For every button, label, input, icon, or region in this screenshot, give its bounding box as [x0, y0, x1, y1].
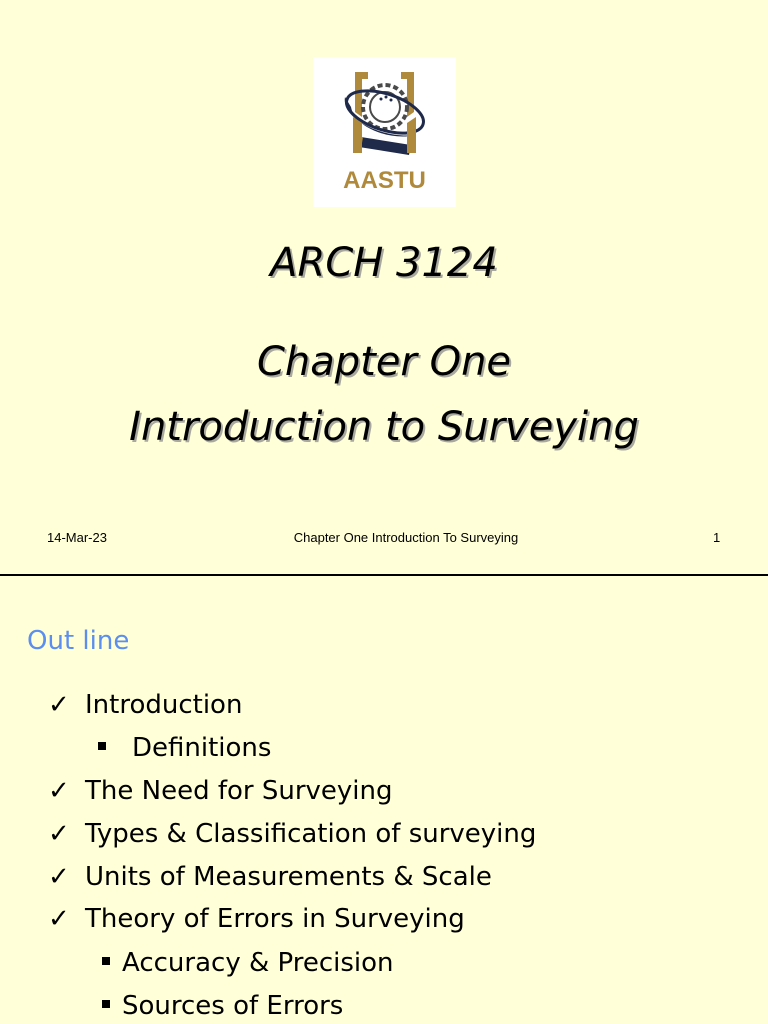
checkmark-icon: ✓ [48, 819, 70, 849]
list-item [48, 821, 536, 847]
footer-page-number: 1 [713, 530, 721, 545]
checkmark-icon: ✓ [48, 862, 70, 892]
aastu-logo [313, 57, 456, 207]
square-bullet-icon [98, 742, 106, 750]
slide-2 [0, 576, 768, 1024]
chapter-title: Chapter One [256, 339, 512, 385]
list-item-label: The Need for Surveying [85, 776, 393, 806]
footer-date: 14-Mar-23 [47, 530, 107, 545]
course-code: ARCH 3124 [270, 240, 498, 286]
list-item [48, 864, 492, 890]
list-item-label: Introduction [85, 690, 243, 720]
list-item-label: Theory of Errors in Surveying [85, 904, 465, 934]
checkmark-icon: ✓ [48, 904, 70, 934]
outline-heading: Out line [27, 626, 130, 656]
list-item [102, 993, 343, 1019]
list-item-label: Accuracy & Precision [122, 948, 394, 978]
list-item-label: Units of Measurements & Scale [85, 862, 492, 892]
list-item [98, 735, 271, 761]
chapter-topic: Introduction to Surveying [129, 404, 639, 450]
square-bullet-icon [102, 957, 110, 965]
list-item [48, 778, 393, 804]
list-item [48, 692, 242, 718]
logo-text: AASTU [343, 167, 426, 194]
footer-title: Chapter One Introduction To Surveying [293, 530, 519, 545]
square-bullet-icon [102, 1000, 110, 1008]
aastu-emblem-icon [313, 57, 456, 207]
list-item [102, 950, 394, 976]
checkmark-icon: ✓ [48, 690, 70, 720]
list-item [48, 906, 465, 932]
list-item-label: Sources of Errors [122, 991, 344, 1021]
list-item-label: Definitions [132, 733, 272, 763]
checkmark-icon: ✓ [48, 776, 70, 806]
list-item-label: Types & Classification of surveying [85, 819, 537, 849]
